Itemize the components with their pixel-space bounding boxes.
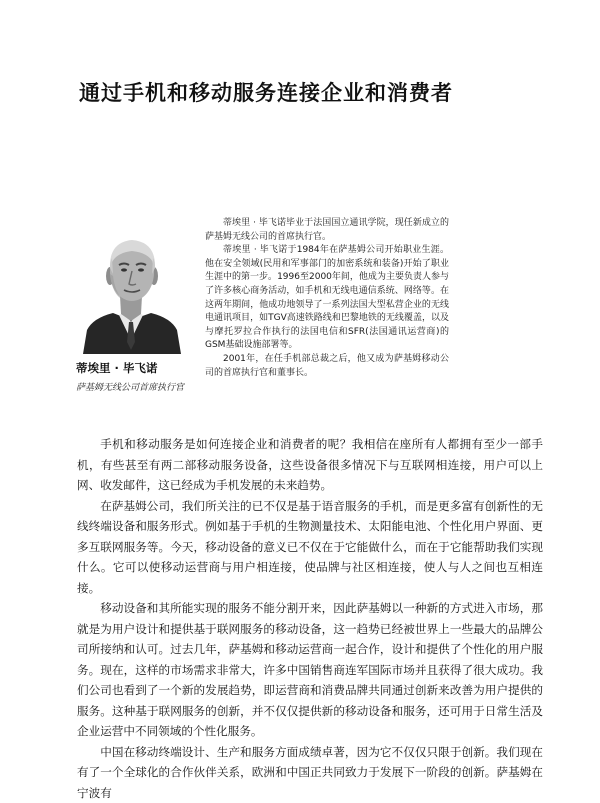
author-bio [205,217,449,380]
person-portrait-icon [79,218,185,354]
bio-paragraph: 2001年，在任手机部总裁之后，他又成为萨基姆移动公司的首席执行官和董事长。 [205,353,449,380]
author-photo [79,218,185,354]
author-role: 萨基姆无线公司首席执行官 [76,380,236,393]
bio-paragraph: 蒂埃里 · 毕飞诺毕业于法国国立通讯学院，现任新成立的萨基姆无线公司的首席执行官。 [205,217,449,244]
author-name: 蒂埃里 · 毕飞诺 [76,360,206,376]
article-body [77,434,543,803]
body-paragraph: 在萨基姆公司，我们所关注的已不仅是基于语音服务的手机，而是更多富有创新性的无线终端设备和服务形式。例如基于手机的生物测量技术、太阳能电池、个性化用户界面、更多互联网服务等。今天，移动设备的意义已不仅在于它能做什么，而在于它能帮助我们实现什么。它可以使移动运营商与用户相连接，使品牌与社区相连接，使人与人之间也互相连接。 [77,496,543,599]
bio-paragraph: 蒂埃里 · 毕飞诺于1984年在萨基姆公司开始职业生涯。他在安全领域(民用和军事部门的加密系统和装备)开始了职业生涯中的第一步。1996至2000年间，他成为主要负责人参与了许多核心商务活动，如手机和无线电通信系统、网络等。在这两年期间，他成功地领导了一系列法国大型私营企业的无线电通讯项目，如TGV高速铁路线和巴黎地铁的无线覆盖，以及与摩托罗拉合作执行的法国电信和SFR(法国通讯运营商)的GSM基础设施部署等。 [205,244,449,353]
article-title: 通过手机和移动服务连接企业和消费者 [79,77,539,107]
body-paragraph: 移动设备和其所能实现的服务不能分割开来，因此萨基姆以一种新的方式进入市场，那就是为用户设计和提供基于联网服务的移动设备，这一趋势已经被世界上一些最大的品牌公司所接纳和认可。过去几年，萨基姆和移动运营商一起合作，设计和提供了个性化的用户服务。现在，这样的市场需求非常大，许多中国销售商连军国际市场并且获得了很大成功。我们公司也看到了一个新的发展趋势，即运营商和消费品牌共同通过创新来改善为用户提供的服务。这种基于联网服务的创新，并不仅仅提供新的移动设备和服务，还可用于日常生活及企业运营中不同领域的个性化服务。 [77,598,543,742]
body-paragraph: 手机和移动服务是如何连接企业和消费者的呢？我相信在座所有人都拥有至少一部手机，有些甚至有两二部移动服务设备，这些设备很多情况下与互联网相连接，用户可以上网、收发邮件，这已经成为手机发展的未来趋势。 [77,434,543,496]
body-paragraph: 中国在移动终端设计、生产和服务方面成绩卓著，因为它不仅仅只限于创新。我们现在有了一个全球化的合作伙伴关系，欧洲和中国正共同致力于发展下一阶段的创新。萨基姆在宁波有 [77,742,543,803]
